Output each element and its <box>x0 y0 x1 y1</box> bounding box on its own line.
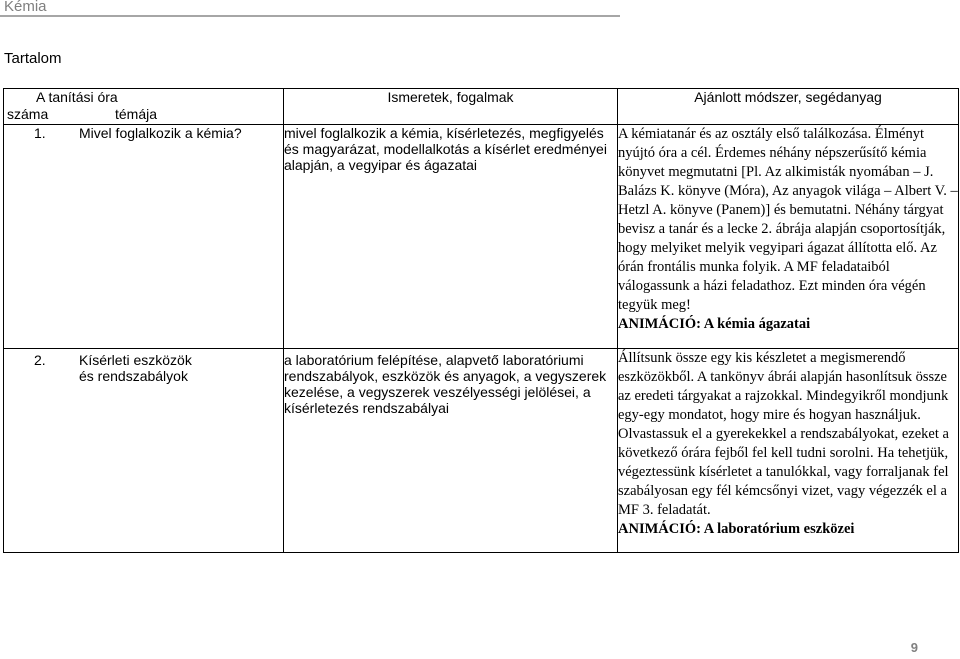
header-lesson <box>4 89 284 125</box>
table-row <box>4 349 959 553</box>
header-knowledge: Ismeretek, fogalmak <box>284 89 618 125</box>
lesson-cell <box>4 125 284 349</box>
method-text: A kémiatanár és az osztály első találkozása. Élményt nyújtó óra a cél. Érdemes néhány népszerűsítő kémia könyvet megmutatni [Pl. Az alkimisták nyomában – J. Balázs K. könyve (Móra), Az anyagok világa – Albert V. – Hetzl A. könyve (Panem)] és bemutatni. Néhány tárgyat bevisz a tanár és a lecke 2. ábrája alapján csoportosítják, hogy melyiket melyik vegyipari ágazat állította elő. Az órán frontális munka folyik. A MF feladataiból válogassunk a házi feladathoz. Ezt minden óra végén tegyük meg! <box>618 126 958 313</box>
header-lesson-line2 <box>4 106 283 123</box>
lesson-topic: Kísérleti eszközök és rendszabályok <box>79 352 192 384</box>
toc-heading: Tartalom <box>4 50 62 67</box>
page-number: 9 <box>910 640 918 655</box>
lesson-topic: Mivel foglalkozik a kémia? <box>79 125 242 141</box>
knowledge-cell: mivel foglalkozik a kémia, kísérletezés, megfigyelés és magyarázat, modellalkotás a kísérlet eredményei alapján, a vegyipar és ágazatai <box>284 125 618 349</box>
lesson-number: 2. <box>34 352 46 368</box>
header-number: száma <box>7 106 49 122</box>
lesson-cell <box>4 349 284 553</box>
curriculum-table <box>3 88 959 553</box>
method-cell <box>618 125 959 349</box>
lesson-number: 1. <box>34 125 46 141</box>
knowledge-cell: a laboratórium felépítése, alapvető laboratóriumi rendszabályok, eszközök és anyagok, a vegyszerek kezelése, a vegyszerek veszélyességi jelölései, a kísérletezés rendszabályai <box>284 349 618 553</box>
table-header-row <box>4 89 959 125</box>
header-rule <box>0 15 620 17</box>
header-method: Ajánlott módszer, segédanyag <box>618 89 959 125</box>
document-header-title: Kémia <box>4 0 47 15</box>
header-topic: témája <box>115 106 158 122</box>
animation-label: ANIMÁCIÓ: A laboratórium eszközei <box>618 521 855 537</box>
animation-label: ANIMÁCIÓ: A kémia ágazatai <box>618 316 811 332</box>
header-lesson-line1: A tanítási óra <box>36 89 118 105</box>
method-cell <box>618 349 959 553</box>
method-text: Állítsunk össze egy kis készletet a megismerendő eszközökből. A tankönyv ábrái alapján hasonlítsuk össze az eredeti tárgyakat a rajzokkal. Mindegyikről mondjunk egy-egy mondatot, hogy mire és hogyan használjuk. Olvastassuk el a gyerekekkel a rendszabályokat, ezeket a következő órára fejből fel kell tudni sorolni. Ha tehetjük, végeztessünk kísérletet a tanulókkal, vagy forraljanak fel szabályosan egy fél kémcsőnyi vizet, vagy végezzék el a MF 3. feladatát. <box>618 350 949 518</box>
table-row <box>4 125 959 349</box>
